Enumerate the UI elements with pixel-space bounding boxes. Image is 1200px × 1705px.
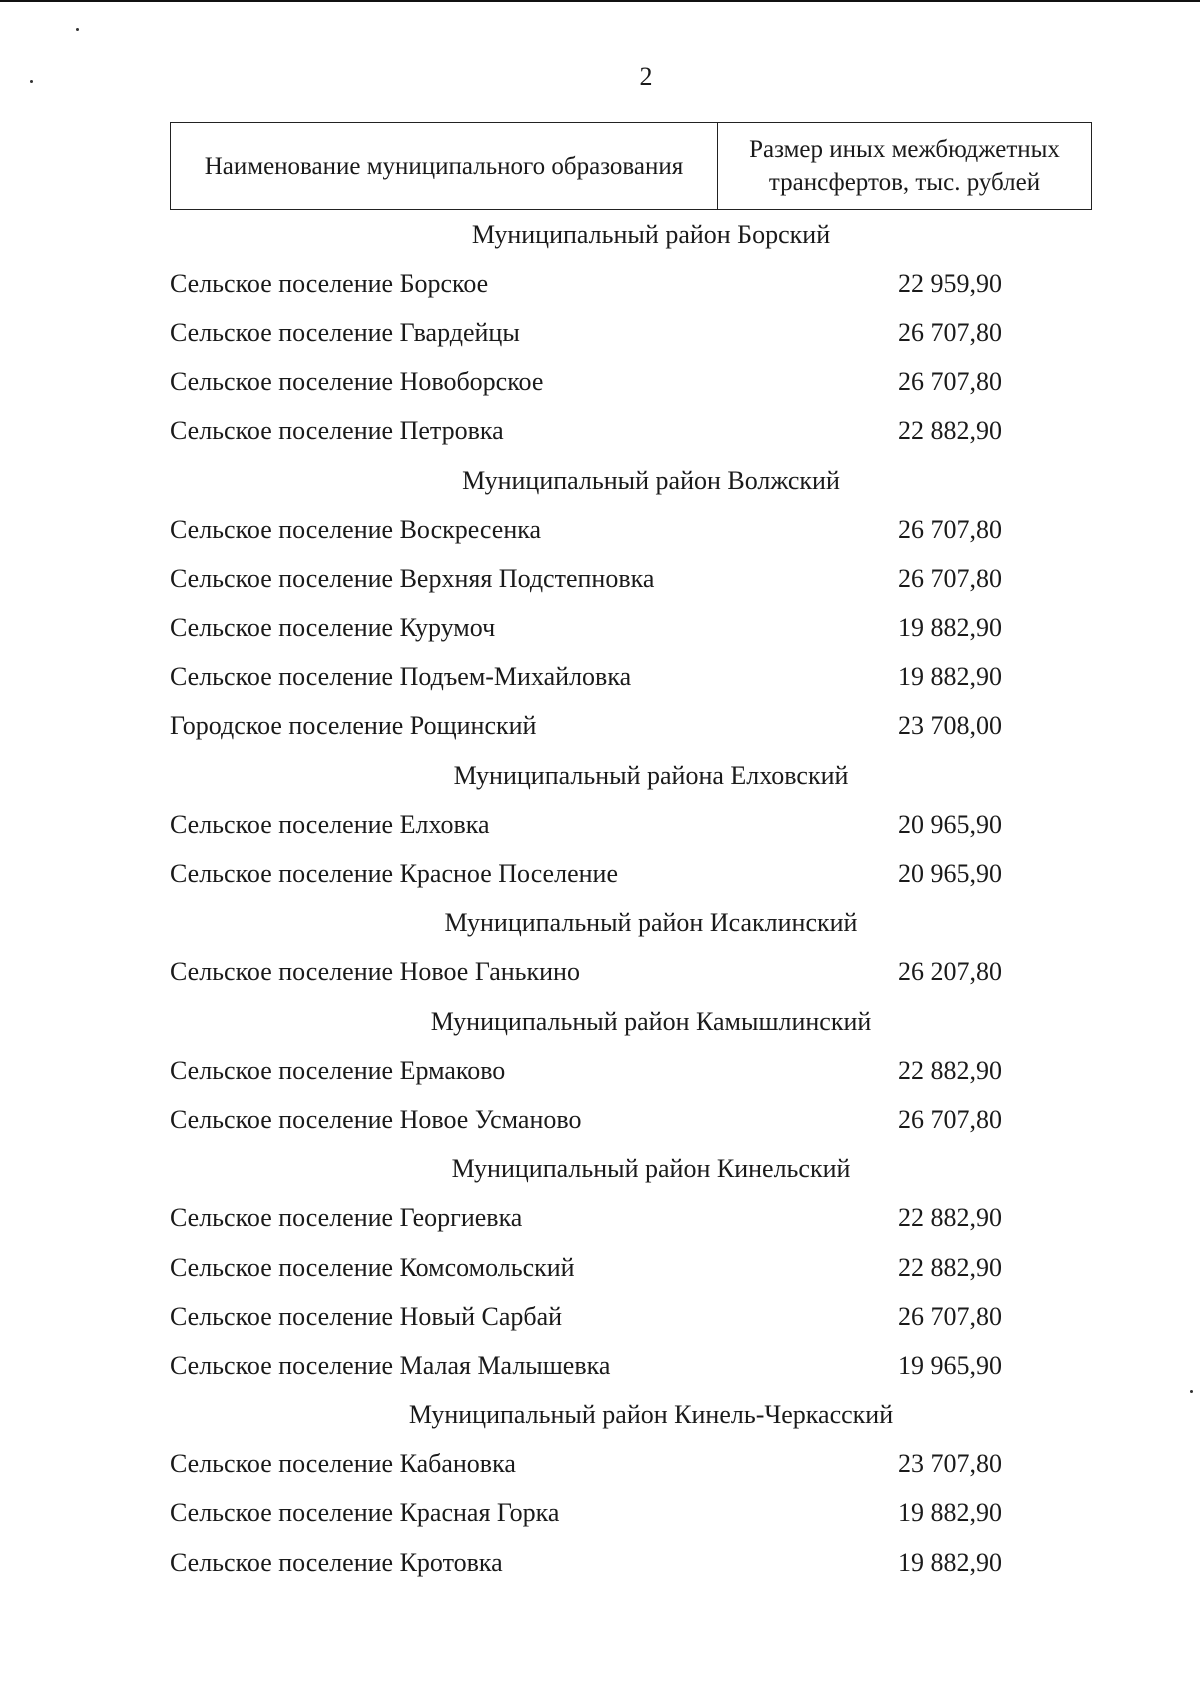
district-name: Муниципальный район Кинельский [451, 1154, 851, 1184]
district-heading [170, 997, 1092, 1046]
transfer-amount: 26 707,80 [898, 317, 1002, 347]
settlement-name: Сельское поселение Красное Поселение [170, 859, 618, 889]
table-row [170, 554, 1092, 603]
transfer-amount: 22 882,90 [898, 416, 1002, 446]
transfer-amount: 22 882,90 [898, 1055, 1002, 1085]
settlement-name: Сельское поселение Верхняя Подстепновка [170, 563, 655, 593]
transfer-amount: 22 882,90 [898, 1203, 1002, 1233]
district-name: Муниципальный район Кинель-Черкасский [408, 1400, 894, 1430]
transfer-amount: 22 882,90 [898, 1252, 1002, 1282]
district-heading [170, 456, 1092, 505]
table-row [170, 1194, 1092, 1243]
transfer-amount: 23 707,80 [898, 1449, 1002, 1479]
table-row [170, 1538, 1092, 1587]
district-heading [170, 210, 1092, 259]
settlement-name: Сельское поселение Елховка [170, 809, 490, 839]
settlement-name: Сельское поселение Новое Ганькино [170, 957, 580, 987]
table-row [170, 407, 1092, 456]
settlement-name: Сельское поселение Красная Горка [170, 1498, 560, 1528]
scan-top-border [0, 0, 1200, 2]
district-name: Муниципальный район Камышлинский [430, 1006, 872, 1036]
settlement-name: Сельское поселение Новое Усманово [170, 1104, 582, 1134]
transfer-amount: 26 207,80 [898, 957, 1002, 987]
transfer-amount: 19 882,90 [898, 1547, 1002, 1577]
settlement-name: Сельское поселение Воскресенка [170, 514, 542, 544]
district-heading [170, 751, 1092, 800]
header-name-column: Наименование муниципального образования [171, 123, 718, 209]
table-row [170, 1046, 1092, 1095]
transfer-amount: 26 707,80 [898, 514, 1002, 544]
transfer-amount: 23 708,00 [898, 711, 1002, 741]
district-heading [170, 899, 1092, 948]
scan-speck [1190, 1390, 1193, 1393]
transfer-amount: 22 959,90 [898, 268, 1002, 298]
district-name: Муниципальный района Елховский [453, 760, 849, 790]
table-row [170, 800, 1092, 849]
table-row [170, 1095, 1092, 1144]
transfer-amount: 19 882,90 [898, 662, 1002, 692]
header-amount-column: Размер иных межбюджетных трансфертов, тыс. рублей [749, 136, 1060, 196]
district-heading [170, 1145, 1092, 1194]
district-name: Муниципальный район Исаклинский [444, 908, 858, 938]
settlement-name: Сельское поселение Малая Малышевка [170, 1350, 611, 1380]
transfer-amount: 26 707,80 [898, 367, 1002, 397]
table-row [170, 1292, 1092, 1341]
transfer-amount: 20 965,90 [898, 809, 1002, 839]
scan-speck [30, 80, 33, 83]
settlement-name: Сельское поселение Ермаково [170, 1055, 506, 1085]
settlement-name: Сельское поселение Курумоч [170, 613, 496, 643]
table-row [170, 653, 1092, 702]
transfer-amount: 26 707,80 [898, 1301, 1002, 1331]
table-row [170, 1489, 1092, 1538]
table-row [170, 702, 1092, 751]
table-row [170, 308, 1092, 357]
table-row [170, 604, 1092, 653]
table-row [170, 259, 1092, 308]
table-row [170, 505, 1092, 554]
transfer-amount: 19 882,90 [898, 1498, 1002, 1528]
scan-speck [76, 28, 79, 31]
table-row [170, 1341, 1092, 1390]
settlement-name: Сельское поселение Гвардейцы [170, 317, 520, 347]
table-row [170, 948, 1092, 997]
transfer-amount: 19 882,90 [898, 613, 1002, 643]
transfer-amount: 26 707,80 [898, 1104, 1002, 1134]
settlement-name: Сельское поселение Новоборское [170, 367, 544, 397]
table-row [170, 849, 1092, 898]
settlement-name: Сельское поселение Комсомольский [170, 1252, 575, 1282]
table-row [170, 358, 1092, 407]
table-header [170, 122, 1092, 210]
transfers-table-body [170, 210, 1092, 1587]
district-heading [170, 1391, 1092, 1440]
table-row [170, 1243, 1092, 1292]
page-number: 2 [639, 62, 653, 91]
settlement-name: Сельское поселение Георгиевка [170, 1203, 523, 1233]
district-name: Муниципальный район Борский [471, 219, 831, 249]
settlement-name: Сельское поселение Кабановка [170, 1449, 516, 1479]
settlement-name: Сельское поселение Подъем-Михайловка [170, 662, 632, 692]
table-row [170, 1440, 1092, 1489]
transfer-amount: 20 965,90 [898, 859, 1002, 889]
settlement-name: Сельское поселение Петровка [170, 416, 504, 446]
settlement-name: Городское поселение Рощинский [170, 711, 537, 741]
settlement-name: Сельское поселение Новый Сарбай [170, 1301, 563, 1331]
district-name: Муниципальный район Волжский [462, 465, 840, 495]
settlement-name: Сельское поселение Кротовка [170, 1547, 503, 1577]
transfer-amount: 26 707,80 [898, 563, 1002, 593]
transfer-amount: 19 965,90 [898, 1350, 1002, 1380]
settlement-name: Сельское поселение Борское [170, 268, 489, 298]
